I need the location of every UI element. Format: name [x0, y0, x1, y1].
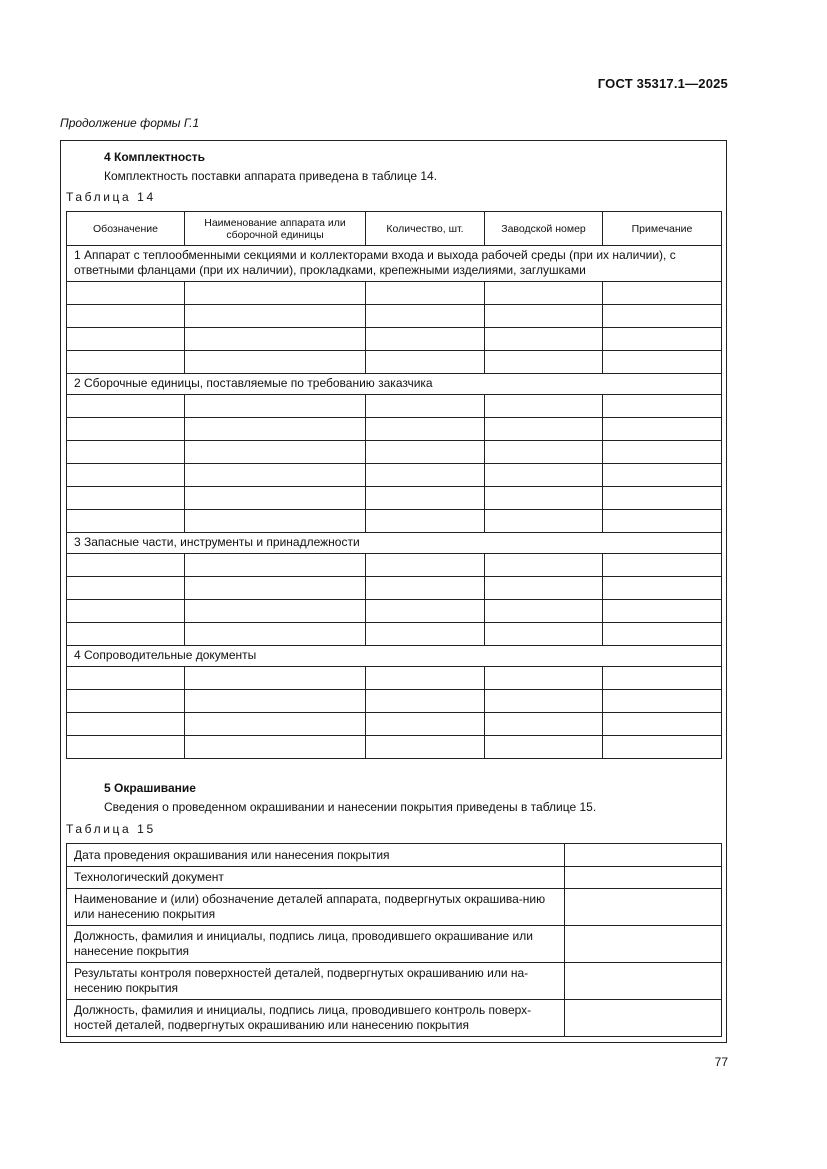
table-14-group-title: 1 Аппарат с теплообменными секциями и коллекторами входа и выхода рабочей среды (при их наличии), с ответными фланцами (при их наличии), прокладками, крепежными изделиями, заглушками	[67, 246, 722, 282]
table-14-empty-row	[67, 577, 722, 600]
table-14-cell	[603, 736, 722, 759]
table-14-cell	[366, 418, 485, 441]
section-5-title: 5 Окрашивание	[104, 781, 196, 795]
table-14-cell	[67, 282, 185, 305]
table-14-empty-row	[67, 441, 722, 464]
table-14-column-header: Наименование аппарата или сборочной единицы	[185, 212, 366, 246]
table-14-cell	[603, 600, 722, 623]
table-14-cell	[67, 510, 185, 533]
table-14-cell	[185, 510, 366, 533]
table-14-empty-row	[67, 351, 722, 374]
table-14-cell	[603, 418, 722, 441]
table-15-row	[67, 867, 722, 889]
table-14-group-row	[67, 374, 722, 395]
table-14-cell	[185, 577, 366, 600]
table-14-cell	[366, 667, 485, 690]
table-15-value-cell	[565, 867, 722, 889]
table-14-cell	[603, 395, 722, 418]
table-14-cell	[485, 282, 603, 305]
table-14-empty-row	[67, 623, 722, 646]
table-14-group-title: 4 Сопроводительные документы	[67, 646, 722, 667]
table-14-empty-row	[67, 510, 722, 533]
table-14-group-row	[67, 646, 722, 667]
table-14-group-row	[67, 246, 722, 282]
table-15-value-cell	[565, 889, 722, 926]
table-14-cell	[485, 328, 603, 351]
table-14-cell	[67, 464, 185, 487]
table-14-column-header: Количество, шт.	[366, 212, 485, 246]
table-14-empty-row	[67, 395, 722, 418]
table-14-cell	[366, 282, 485, 305]
table-14-cell	[67, 690, 185, 713]
table-14-cell	[603, 328, 722, 351]
table-14-cell	[67, 577, 185, 600]
table-15-label: Таблица 15	[66, 822, 156, 836]
table-14-group-title: 3 Запасные части, инструменты и принадлежности	[67, 533, 722, 554]
table-14-cell	[603, 441, 722, 464]
table-14-cell	[485, 510, 603, 533]
table-14-cell	[185, 305, 366, 328]
table-14-cell	[485, 305, 603, 328]
table-15	[66, 843, 722, 1037]
table-14-cell	[67, 713, 185, 736]
table-14-cell	[185, 418, 366, 441]
table-14-cell	[603, 282, 722, 305]
page-number: 77	[714, 1055, 728, 1069]
table-14-cell	[185, 690, 366, 713]
table-14-cell	[366, 713, 485, 736]
table-14-cell	[185, 328, 366, 351]
table-14-cell	[185, 395, 366, 418]
table-14-cell	[67, 600, 185, 623]
table-14-cell	[485, 736, 603, 759]
table-14-cell	[67, 667, 185, 690]
table-14-cell	[366, 736, 485, 759]
table-14-empty-row	[67, 464, 722, 487]
table-14-cell	[67, 418, 185, 441]
table-14-column-header: Примечание	[603, 212, 722, 246]
table-15-row-label: Дата проведения окрашивания или нанесения покрытия	[67, 844, 565, 867]
table-14-cell	[603, 305, 722, 328]
table-14-cell	[185, 282, 366, 305]
table-14-cell	[67, 395, 185, 418]
table-14-cell	[485, 600, 603, 623]
table-14-empty-row	[67, 282, 722, 305]
table-14-cell	[67, 441, 185, 464]
table-14-cell	[485, 487, 603, 510]
table-15-row	[67, 926, 722, 963]
table-15-value-cell	[565, 926, 722, 963]
table-14-cell	[366, 600, 485, 623]
table-14-empty-row	[67, 736, 722, 759]
table-14-cell	[366, 623, 485, 646]
table-14-group-row	[67, 533, 722, 554]
table-15-row-label: Технологический документ	[67, 867, 565, 889]
table-14-empty-row	[67, 487, 722, 510]
table-14-cell	[603, 487, 722, 510]
table-14-cell	[185, 441, 366, 464]
table-14-cell	[185, 600, 366, 623]
table-14-cell	[485, 713, 603, 736]
table-14-cell	[185, 487, 366, 510]
table-15-row-label: Должность, фамилия и инициалы, подпись лица, проводившего окрашивание или нанесение покрытия	[67, 926, 565, 963]
table-14-cell	[485, 554, 603, 577]
section-4-text: Комплектность поставки аппарата приведена в таблице 14.	[104, 169, 438, 183]
standard-number: ГОСТ 35317.1—2025	[597, 76, 728, 91]
table-14-cell	[185, 351, 366, 374]
table-14-cell	[485, 690, 603, 713]
table-14-cell	[67, 623, 185, 646]
table-14-cell	[67, 736, 185, 759]
table-14-cell	[67, 487, 185, 510]
table-15-value-cell	[565, 1000, 722, 1037]
table-14-cell	[67, 328, 185, 351]
table-14-cell	[67, 554, 185, 577]
table-14-cell	[366, 351, 485, 374]
table-14-column-header: Обозначение	[67, 212, 185, 246]
table-14-cell	[485, 351, 603, 374]
section-5-text: Сведения о проведенном окрашивании и нанесении покрытия приведены в таблице 15.	[104, 800, 597, 814]
table-14-cell	[185, 736, 366, 759]
table-15-value-cell	[565, 844, 722, 867]
table-14-empty-row	[67, 305, 722, 328]
table-14-cell	[485, 441, 603, 464]
table-14-cell	[366, 577, 485, 600]
table-14-empty-row	[67, 690, 722, 713]
table-14-header-row	[67, 212, 722, 246]
table-14-cell	[485, 418, 603, 441]
table-14-cell	[185, 713, 366, 736]
table-15-row	[67, 844, 722, 867]
table-14-cell	[366, 328, 485, 351]
section-4-title: 4 Комплектность	[104, 150, 205, 164]
table-15-row	[67, 1000, 722, 1037]
table-14-cell	[603, 667, 722, 690]
table-14-cell	[485, 623, 603, 646]
table-14-cell	[185, 464, 366, 487]
table-14-cell	[485, 395, 603, 418]
table-14-cell	[185, 554, 366, 577]
table-14-cell	[185, 623, 366, 646]
table-14-empty-row	[67, 328, 722, 351]
table-14-cell	[603, 464, 722, 487]
table-14-empty-row	[67, 713, 722, 736]
table-15-value-cell	[565, 963, 722, 1000]
table-14-cell	[67, 351, 185, 374]
table-14-cell	[603, 577, 722, 600]
continuation-caption: Продолжение формы Г.1	[60, 116, 200, 130]
table-14-cell	[366, 554, 485, 577]
table-14-empty-row	[67, 667, 722, 690]
table-14-empty-row	[67, 600, 722, 623]
table-14-cell	[603, 713, 722, 736]
table-14	[66, 211, 722, 759]
table-14-cell	[603, 554, 722, 577]
table-14-empty-row	[67, 554, 722, 577]
table-14-cell	[603, 510, 722, 533]
table-14-empty-row	[67, 418, 722, 441]
table-14-cell	[366, 464, 485, 487]
table-15-row-label: Должность, фамилия и инициалы, подпись лица, проводившего контроль поверх-ностей деталей, подвергнутых окрашиванию или нанесению покрытия	[67, 1000, 565, 1037]
table-14-cell	[67, 305, 185, 328]
table-15-row	[67, 889, 722, 926]
table-14-cell	[366, 395, 485, 418]
table-14-cell	[185, 667, 366, 690]
table-15-row-label: Результаты контроля поверхностей деталей, подвергнутых окрашиванию или на-несению покрытия	[67, 963, 565, 1000]
table-14-cell	[603, 690, 722, 713]
table-14-cell	[485, 464, 603, 487]
table-15-row-label: Наименование и (или) обозначение деталей аппарата, подвергнутых окрашива-нию или нанесению покрытия	[67, 889, 565, 926]
table-14-cell	[366, 510, 485, 533]
table-14-cell	[603, 351, 722, 374]
table-14-label: Таблица 14	[66, 190, 156, 204]
table-14-cell	[603, 623, 722, 646]
table-14-cell	[366, 690, 485, 713]
table-14-cell	[366, 305, 485, 328]
table-14-cell	[485, 667, 603, 690]
table-14-cell	[366, 441, 485, 464]
table-15-row	[67, 963, 722, 1000]
table-14-cell	[366, 487, 485, 510]
table-14-cell	[485, 577, 603, 600]
table-14-group-title: 2 Сборочные единицы, поставляемые по требованию заказчика	[67, 374, 722, 395]
table-14-column-header: Заводской номер	[485, 212, 603, 246]
